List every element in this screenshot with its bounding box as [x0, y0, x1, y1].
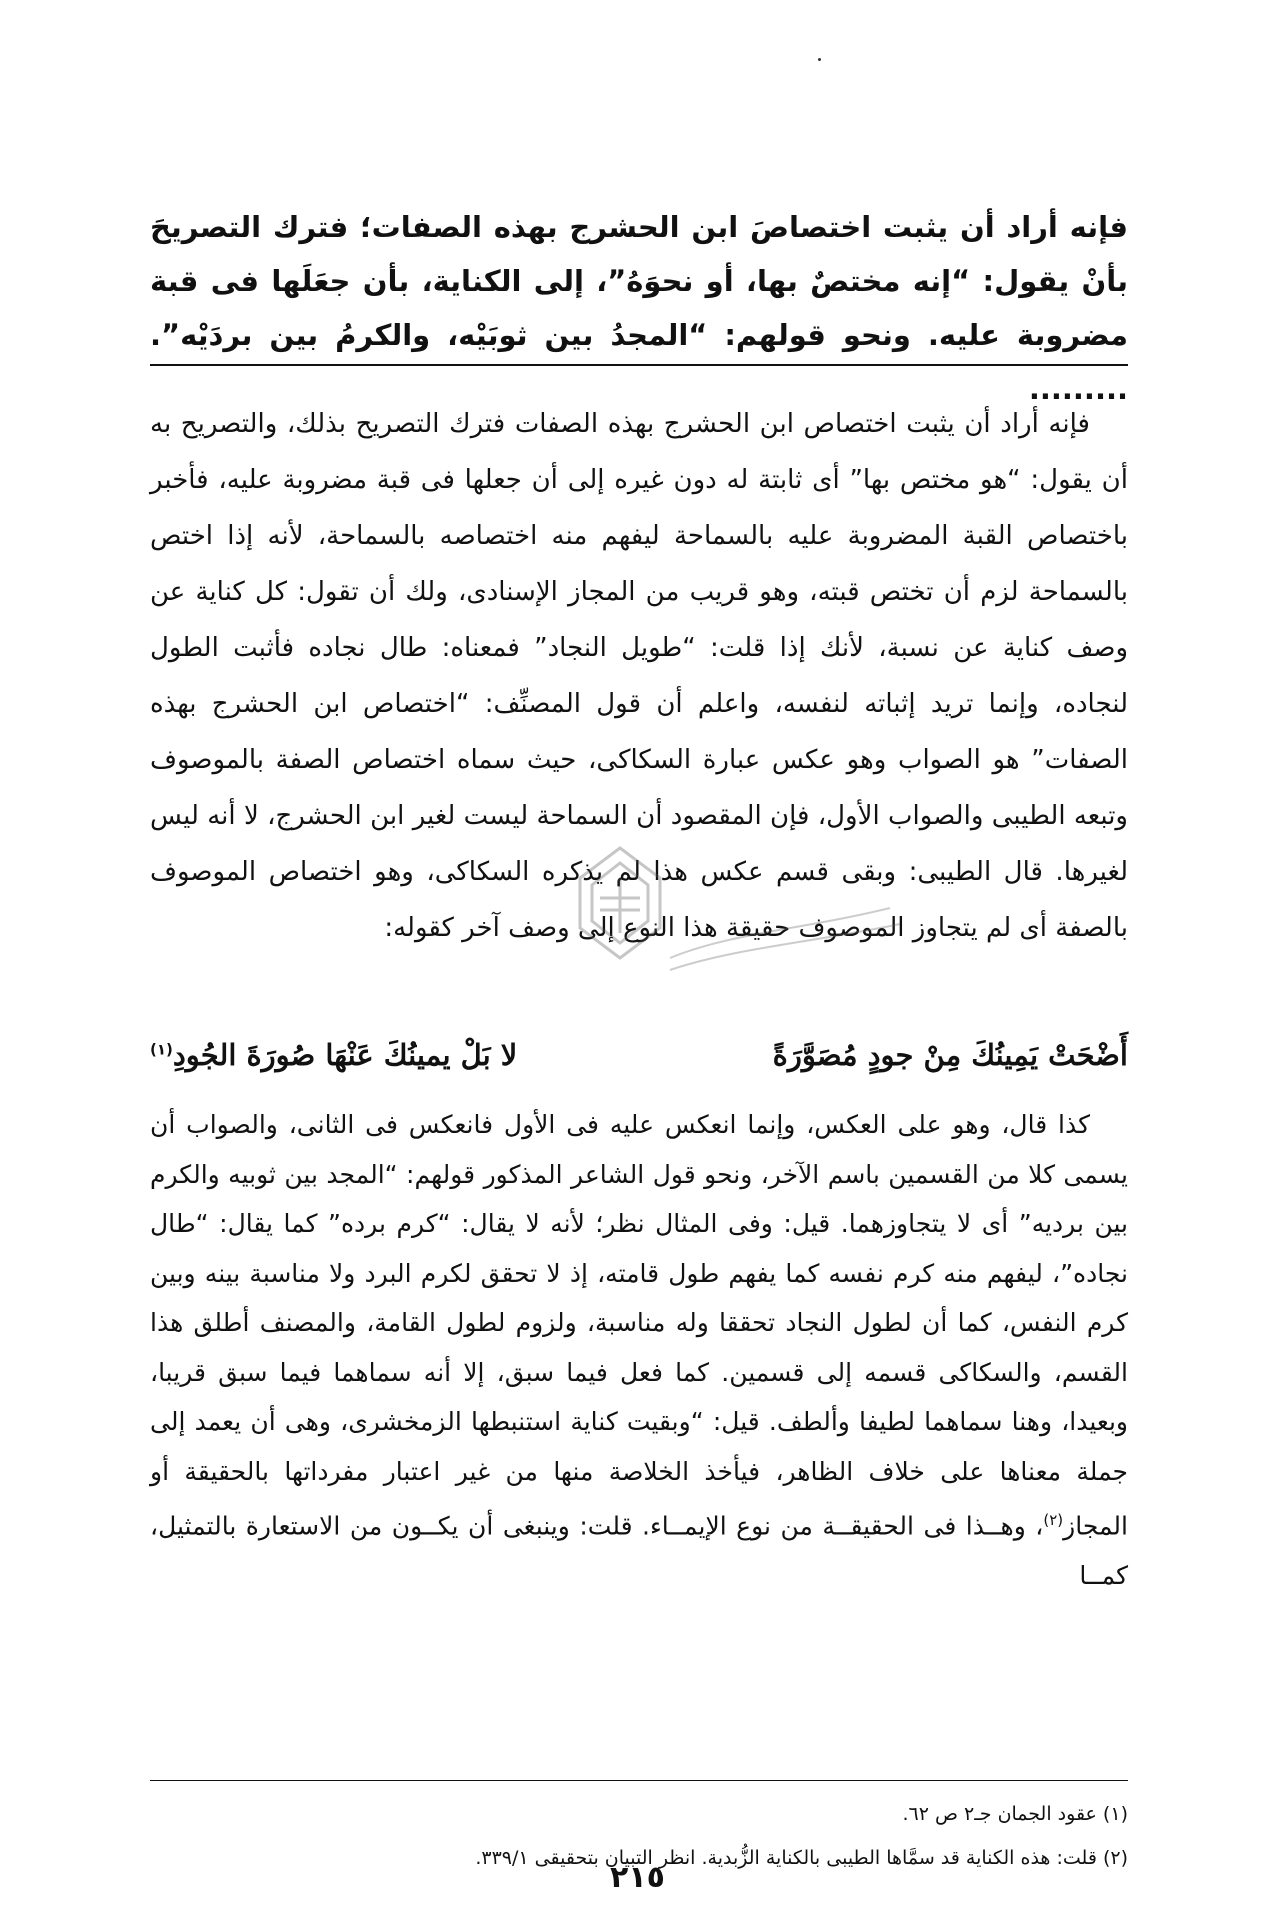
- footnote-ref-2[interactable]: (٢): [1043, 1511, 1064, 1529]
- matn-separator-rule: [150, 364, 1128, 366]
- footnote-1: (١) عقود الجمان جـ٢ ص ٦٢.: [902, 1803, 1128, 1825]
- scan-speck: [818, 58, 821, 61]
- commentary-continued: [150, 1100, 1128, 1600]
- footnote-ref-1[interactable]: (١): [150, 1040, 173, 1059]
- footnote-2: (٢) قلت: هذه الكناية قد سمَّاها الطيبى بالكناية الزُّبدية. انظر التبيان بتحقيقى ٣٣٩/١.: [475, 1847, 1128, 1869]
- page-number: ٢١٥: [610, 1860, 665, 1895]
- commentary-paragraph-2-tail: ، وهــذا فى الحقيقــة من نوع الإيمــاء. قلت: وينبغى أن يكــون من الاستعارة بالتمثيل، كمــا: [150, 1511, 1128, 1590]
- commentary-block: [150, 396, 1128, 956]
- footnote-separator-rule: [150, 1780, 1128, 1781]
- commentary-paragraph-2: [150, 1100, 1128, 1600]
- commentary-paragraph-2-text: كذا قال، وهو على العكس، وإنما انعكس عليه فى الأول فانعكس فى الثانى، والصواب أن يسمى كلا من القسمين باسم الآخر، ونحو قول الشاعر المذكور قولهم: “المجد بين ثوبيه والكرم بين برديه” أى لا يتجاوزهما. قيل: وفى المثال نظر؛ لأنه لا يقال: “كرم برده” كما يقال: “طال نجاده”، ليفهم منه كرم نفسه كما يفهم طول قامته، إذ لا تحقق لكرم البرد ولا مناسبة بينه وبين كرم النفس، كما أن لطول النجاد تحققا وله مناسبة، ولزوم لطول القامة، والمصنف أطلق هذا القسم، والسكاكى قسمه إلى قسمين. كما فعل فيما سبق، إلا أنه سماهما فيما سبق قريبا، وبعيدا، وهنا سماهما لطيفا وألطف. قيل: “وبقيت كناية استنبطها الزمخشرى، وهى أن يعمد إلى جملة معناها على خلاف الظاهر، فيأخذ الخلاصة منها من غير اعتبار مفرداتها بالحقيقة أو المجاز: [150, 1110, 1128, 1541]
- verse-first-hemistich: أَضْحَتْ يَمِينُكَ مِنْ جودٍ مُصَوَّرَةً: [772, 1038, 1128, 1072]
- matn-text: فإنه أراد أن يثبت اختصاصَ ابن الحشرج بهذه الصفات؛ فترك التصريحَ بأنْ يقول: “إنه مختصٌ بها، أو نحوَهُ”، إلى الكناية، بأن جعَلَها فى قبة مضروبة عليه. ونحو قولهم: “المجدُ بين ثوبَيْه، والكرمُ بين بردَيْه”. .........: [150, 210, 1128, 406]
- verse-line: [150, 1032, 1128, 1092]
- verse-second-hemistich: [150, 1038, 517, 1072]
- matn-passage: [150, 200, 1128, 416]
- commentary-paragraph: فإنه أراد أن يثبت اختصاص ابن الحشرج بهذه الصفات فترك التصريح بذلك، والتصريح به أن يقول: “هو مختص بها” أى ثابتة له دون غيره إلى أن جعلها فى قبة مضروبة عليه، فأخبر باختصاص القبة المضروبة عليه بالسماحة ليفهم منه اختصاصه بالسماحة، لأنه إذا اختص بالسماحة لزم أن تختص قبته، وهو قريب من المجاز الإسنادى، ولك أن تقول: كل كناية عن وصف كناية عن نسبة، لأنك إذا قلت: “طويل النجاد” فمعناه: طال نجاده فأثبت الطول لنجاده، وإنما تريد إثباته لنفسه، واعلم أن قول المصنِّف: “اختصاص ابن الحشرج بهذه الصفات” هو الصواب وهو عكس عبارة السكاكى، حيث سماه اختصاص الصفة بالموصوف وتبعه الطيبى والصواب الأول، فإن المقصود أن السماحة ليست لغير ابن الحشرج، لا أنه ليس لغيرها. قال الطيبى: وبقى قسم عكس هذا لم يذكره السكاكى، وهو اختصاص الموصوف بالصفة أى لم يتجاوز الموصوف حقيقة هذا النوع إلى وصف آخر كقوله:: [150, 409, 1128, 943]
- verse-second-text: لا بَلْ يمينُكَ عَنْهَا صُورَةَ الجُودِ: [172, 1038, 518, 1072]
